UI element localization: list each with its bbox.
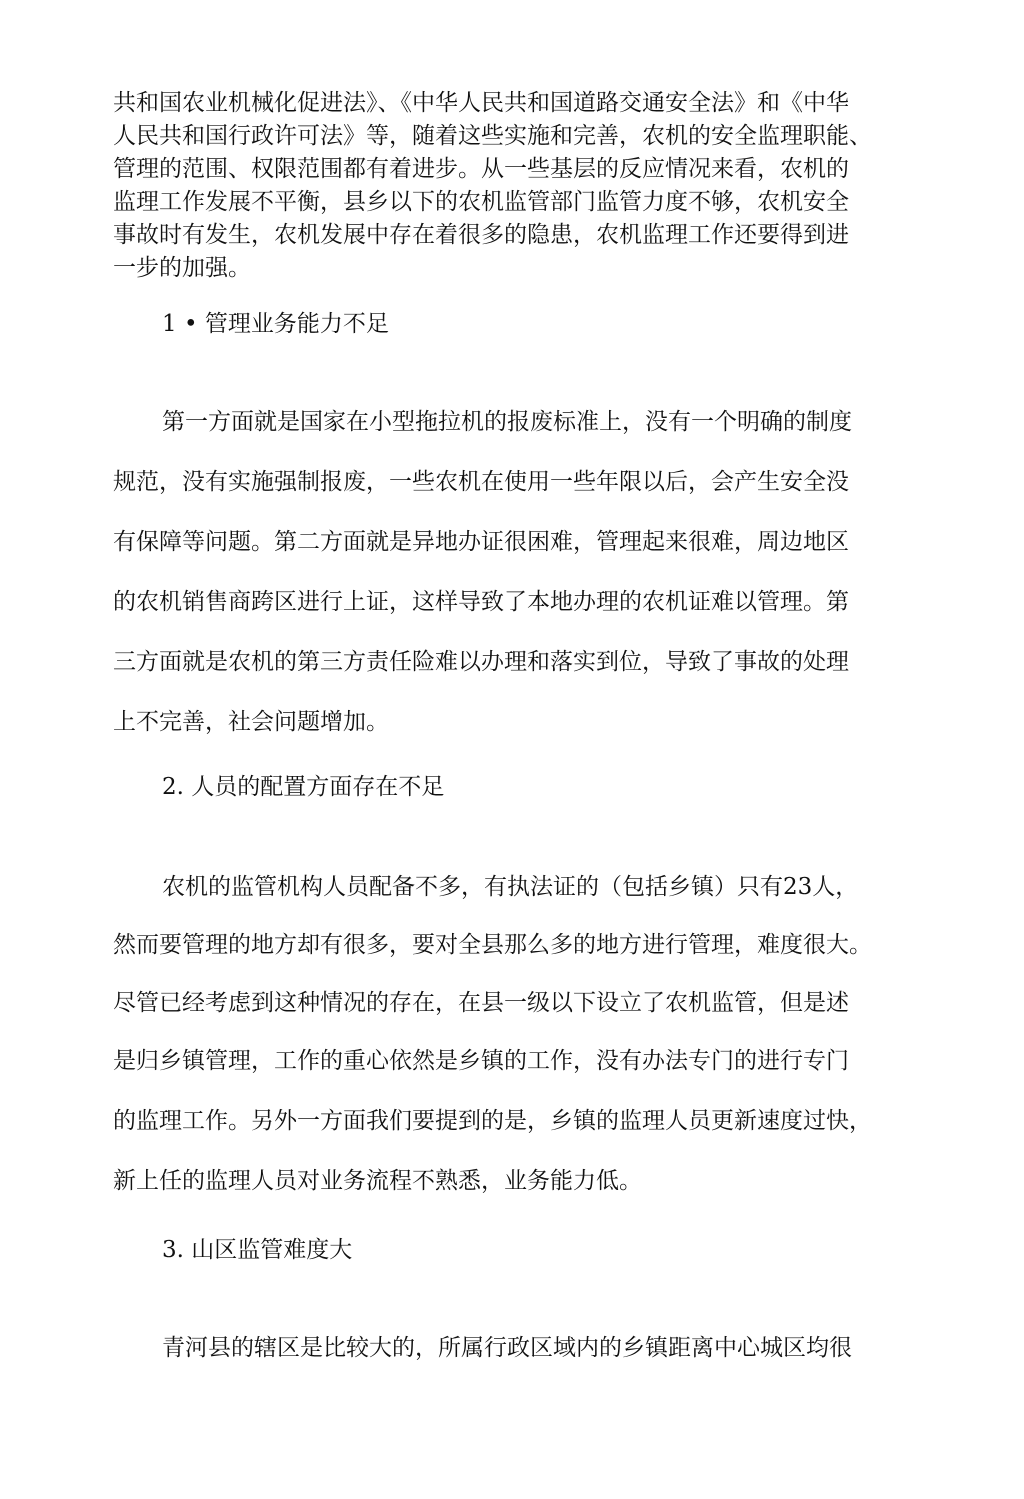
paragraph-line: 是归乡镇管理，工作的重心依然是乡镇的工作，没有办法专门的进行专门 — [113, 1048, 849, 1074]
section-heading: 2. 人员的配置方面存在不足 — [162, 774, 445, 800]
paragraph-line: 第一方面就是国家在小型拖拉机的报废标准上，没有一个明确的制度 — [162, 409, 852, 435]
intro-line: 人民共和国行政许可法》等，随着这些实施和完善，农机的安全监理职能、 — [113, 123, 872, 149]
intro-line: 事故时有发生，农机发展中存在着很多的隐患，农机监理工作还要得到进 — [113, 222, 849, 248]
paragraph-line: 的监理工作。另外一方面我们要提到的是，乡镇的监理人员更新速度过快， — [113, 1108, 872, 1134]
section-heading: 3. 山区监管难度大 — [162, 1237, 353, 1263]
paragraph-line: 规范，没有实施强制报废，一些农机在使用一些年限以后，会产生安全没 — [113, 469, 849, 495]
paragraph-line: 有保障等问题。第二方面就是异地办证很困难，管理起来很难，周边地区 — [113, 529, 849, 555]
paragraph-line: 农机的监管机构人员配备不多，有执法证的（包括乡镇）只有23人， — [162, 874, 859, 900]
paragraph-line: 尽管已经考虑到这种情况的存在，在县一级以下设立了农机监管，但是述 — [113, 990, 849, 1016]
intro-line: 监理工作发展不平衡，县乡以下的农机监管部门监管力度不够，农机安全 — [113, 189, 849, 215]
paragraph-line: 的农机销售商跨区进行上证，这样导致了本地办理的农机证难以管理。第 — [113, 589, 849, 615]
section-heading: 1 • 管理业务能力不足 — [162, 311, 389, 337]
paragraph-line: 上不完善，社会问题增加。 — [113, 709, 389, 735]
intro-line: 管理的范围、权限范围都有着进步。从一些基层的反应情况来看，农机的 — [113, 156, 849, 182]
intro-line: 一步的加强。 — [113, 255, 251, 281]
intro-line: 共和国农业机械化促进法》、《中华人民共和国道路交通安全法》和《中华 — [113, 90, 849, 116]
paragraph-line: 新上任的监理人员对业务流程不熟悉，业务能力低。 — [113, 1168, 642, 1194]
paragraph-line: 三方面就是农机的第三方责任险难以办理和落实到位，导致了事故的处理 — [113, 649, 849, 675]
paragraph-line: 然而要管理的地方却有很多，要对全县那么多的地方进行管理，难度很大。 — [113, 932, 872, 958]
paragraph-line: 青河县的辖区是比较大的，所属行政区域内的乡镇距离中心城区均很 — [162, 1335, 852, 1361]
